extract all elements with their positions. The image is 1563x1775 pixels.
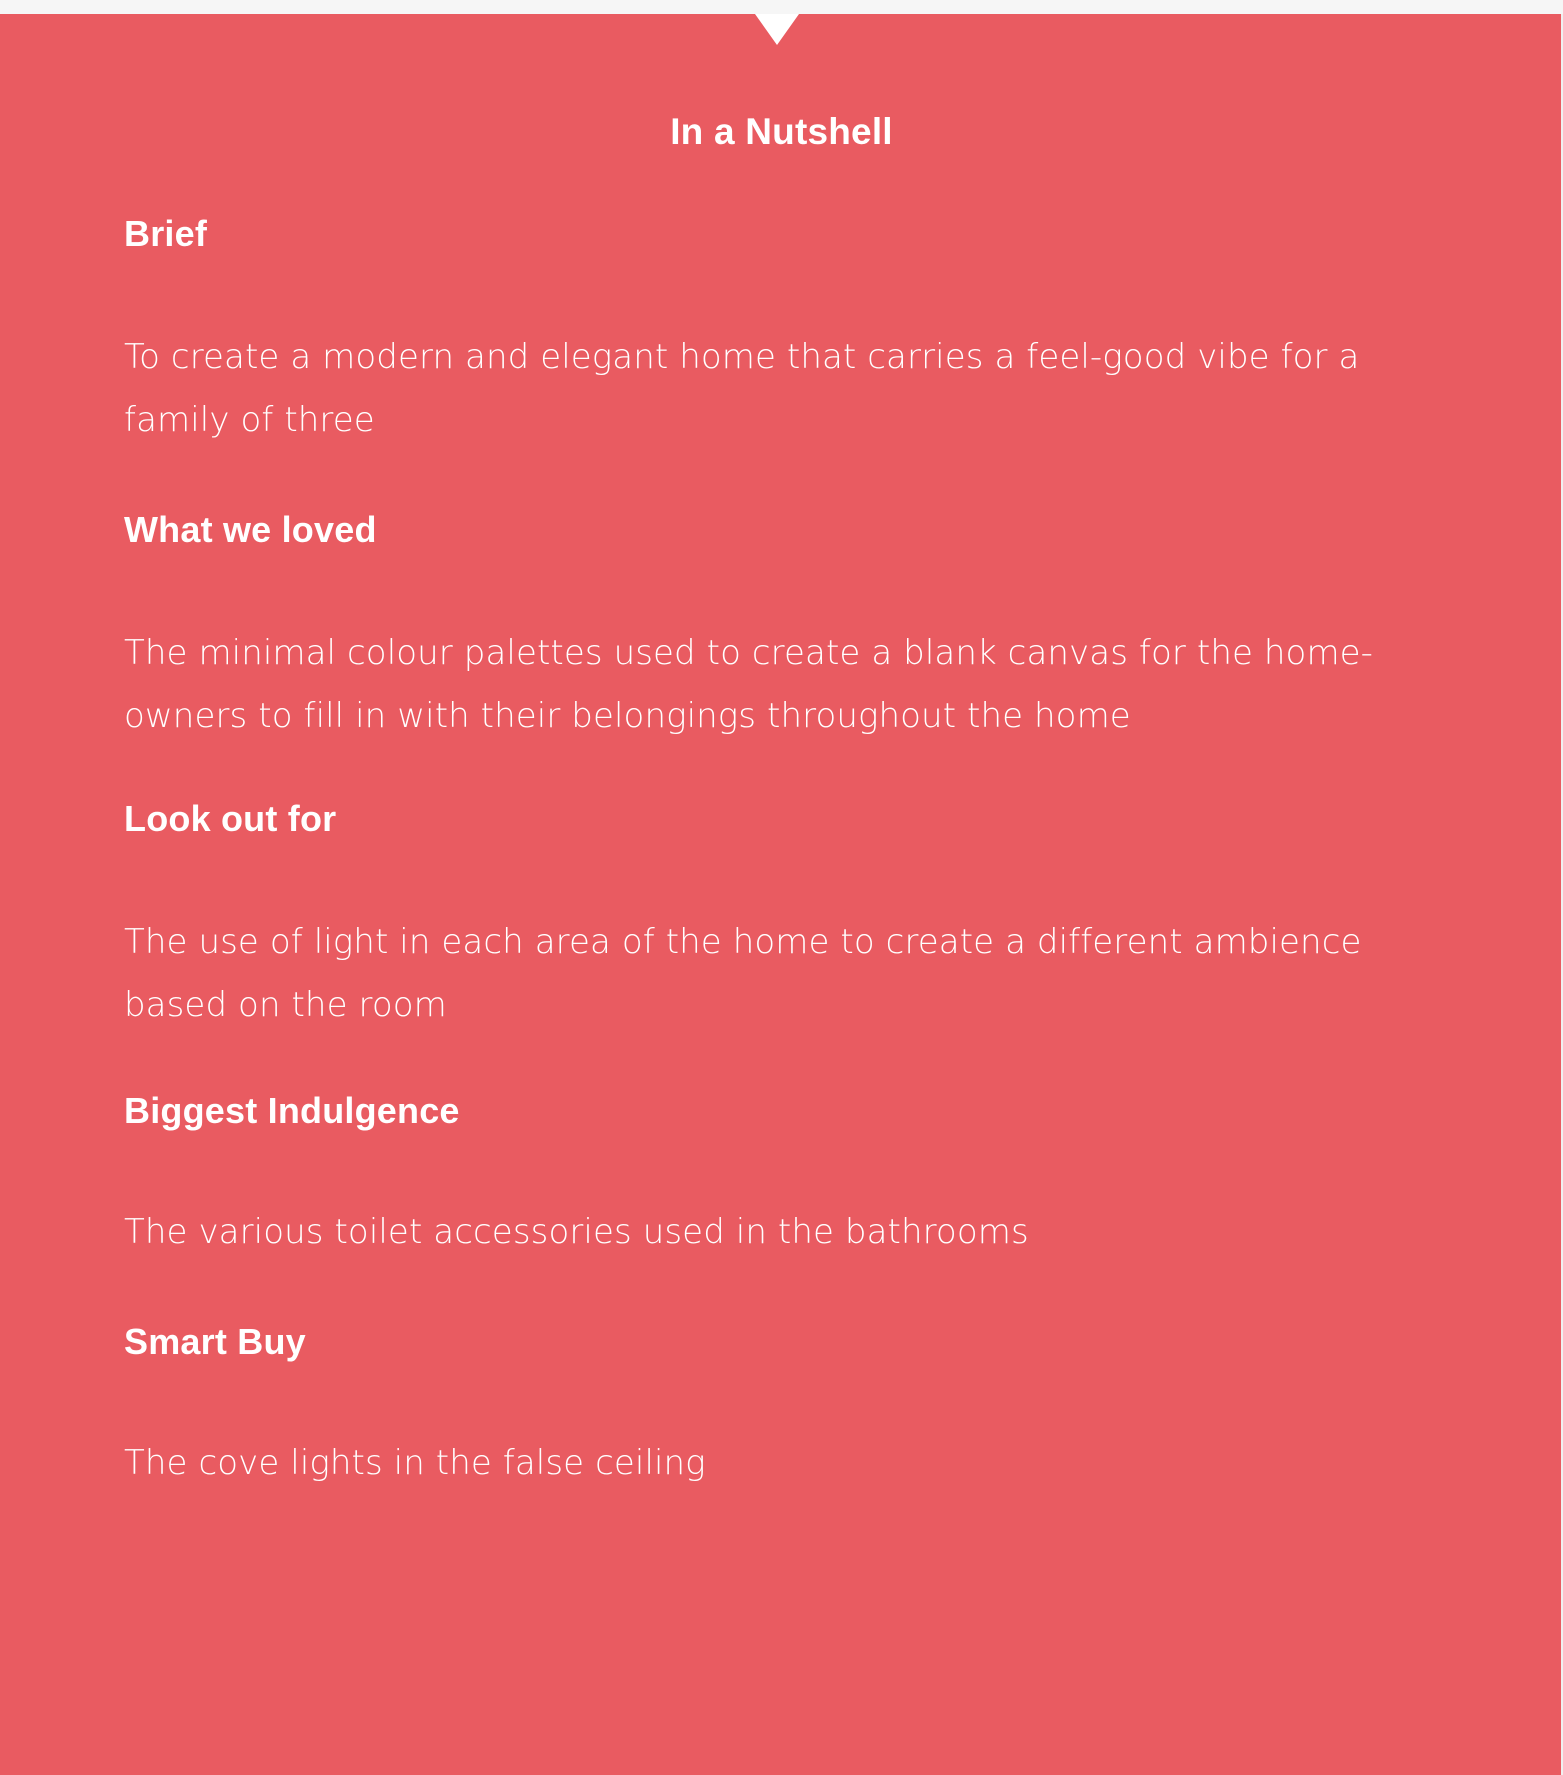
what-we-loved-heading: What we loved: [124, 509, 377, 550]
brief-heading: Brief: [124, 213, 208, 254]
what-we-loved-text: The minimal colour palettes used to create a blank canvas for the home-owners to fill in with their belongings throughout the home: [124, 633, 1374, 736]
brief-text: To create a modern and elegant home that carries a feel-good vibe for a family of three: [124, 337, 1360, 440]
smart-buy-heading: Smart Buy: [124, 1321, 306, 1362]
look-out-for-text: The use of light in each area of the home to create a different ambience based on the room: [124, 922, 1362, 1025]
look-out-for-heading: Look out for: [124, 798, 337, 839]
smart-buy-text: The cove lights in the false ceiling: [124, 1443, 706, 1483]
top-strip: [0, 0, 1563, 15]
biggest-indulgence-text: The various toilet accessories used in the bathrooms: [124, 1212, 1029, 1252]
biggest-indulgence-heading: Biggest Indulgence: [124, 1090, 460, 1131]
nutshell-content: [124, 210, 1464, 1495]
pointer-notch: [755, 14, 799, 45]
card-title: In a Nutshell: [670, 111, 893, 152]
